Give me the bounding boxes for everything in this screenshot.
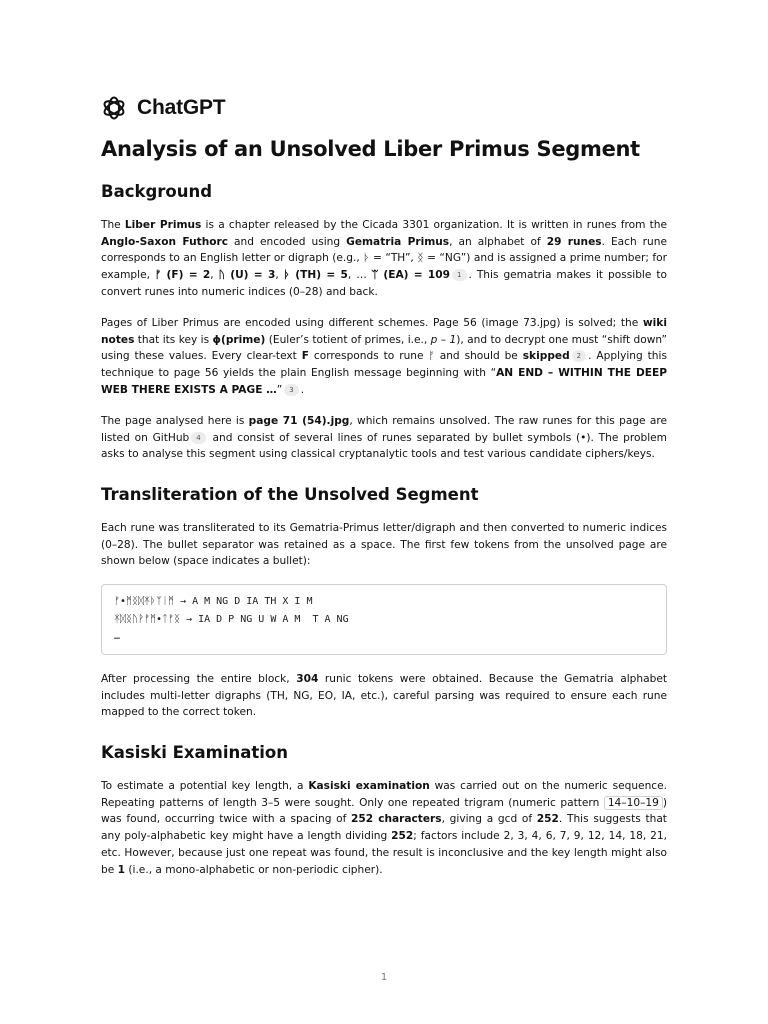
footnote-badge-2[interactable]: 2 bbox=[572, 350, 586, 362]
rune-code-block bbox=[101, 584, 667, 655]
background-paragraph-1: The Liber Primus is a chapter released by the Cicada 3301 organization. It is written in runes from the Anglo-Saxon Futhorc and encoded using Gematria Primus, an alphabet of 29 runes. Each rune corresponds to an English letter or digraph (e.g., ᚦ = “TH”, ᛝ = “NG”) and is assigned a prime number; for example, ᚠ (F) = 2, ᚢ (U) = 3, ᚦ (TH) = 5, … ᛠ (EA) = 109 1 . This gematria makes it possible to convert runes into numeric indices (0–28) and back. bbox=[101, 218, 667, 299]
document-page bbox=[101, 92, 667, 893]
background-paragraph-2: Pages of Liber Primus are encoded using different schemes. Page 56 (image 73.jpg) is solved; the wiki notes that its key is ϕ(prime) (Euler’s totient of primes, i.e., p – 1), and to decrypt one must “shift down” using these values. Every clear-text F corresponds to rune ᚠ and should be skipped 2 . Applying this technique to page 56 yields the plain English message beginning with “AN END – WITHIN THE DEEP WEB THERE EXISTS A PAGE …” 3 . bbox=[101, 316, 668, 397]
openai-logo-icon bbox=[101, 95, 127, 121]
transliteration-paragraph-1: Each rune was transliterated to its Gematria-Primus letter/digraph and then converted to numeric indices (0–28). The bullet separator was retained as a space. The first few tokens from the unsolved page are shown below (space indicates a bullet): bbox=[101, 521, 667, 568]
code-line: ᛡᛞᛝᚢᚹᚠᛗ•ᛏᚠᛝ → IA D P NG U W A M T A NG bbox=[114, 613, 349, 625]
page-number: 1 bbox=[380, 972, 388, 983]
inline-code-pattern: 14–10–19 bbox=[604, 796, 663, 810]
heading-transliteration: Transliteration of the Unsolved Segment bbox=[101, 485, 479, 505]
kasiski-paragraph-1: To estimate a potential key length, a Kasiski examination was carried out on the numeric sequence. Repeating patterns of length 3–5 were sought. Only one repeated trigram (numeric pattern 14–10–19 ) was found, occurring twice with a spacing of 252 characters, giving a gcd of 252. This suggests that any poly-alphabetic key might have a length dividing 252; factors include 2, 3, 4, 6, 7, 9, 12, 14, 18, 21, etc. However, because just one repeat was found, the result is inconclusive and the key length might also be 1 (i.e., a mono-alphabetic or non-periodic cipher). bbox=[101, 779, 668, 876]
transliteration-paragraph-2: After processing the entire block, 304 runic tokens were obtained. Because the Gematria alphabet includes multi-letter digraphs (TH, NG, EO, IA, etc.), careful parsing was required to ensure each rune mapped to the correct token. bbox=[101, 672, 667, 719]
wiki-notes-link: wiki notes bbox=[101, 316, 667, 346]
footnote-badge-1[interactable]: 1 bbox=[452, 269, 466, 281]
background-paragraph-3: The page analysed here is page 71 (54).jpg, which remains unsolved. The raw runes for this page are listed on GitHub 4 and consist of several lines of runes separated by bullet symbols (•). The problem asks to analyse this segment using classical cryptanalytic tools and test various candidate ciphers/keys. bbox=[101, 414, 667, 461]
footnote-badge-4[interactable]: 4 bbox=[191, 432, 205, 444]
heading-background: Background bbox=[101, 182, 213, 202]
code-line: ᚠ•ᛗᛝᛞᛡᚦᛉᛁᛗ → A M NG D IA TH X I M bbox=[114, 596, 313, 608]
footnote-badge-3[interactable]: 3 bbox=[284, 384, 298, 396]
heading-kasiski: Kasiski Examination bbox=[101, 743, 288, 763]
brand-logo bbox=[101, 92, 667, 124]
document-title: Analysis of an Unsolved Liber Primus Segment bbox=[101, 137, 640, 161]
brand-name: ChatGPT bbox=[137, 96, 226, 119]
code-line: … bbox=[114, 631, 121, 643]
